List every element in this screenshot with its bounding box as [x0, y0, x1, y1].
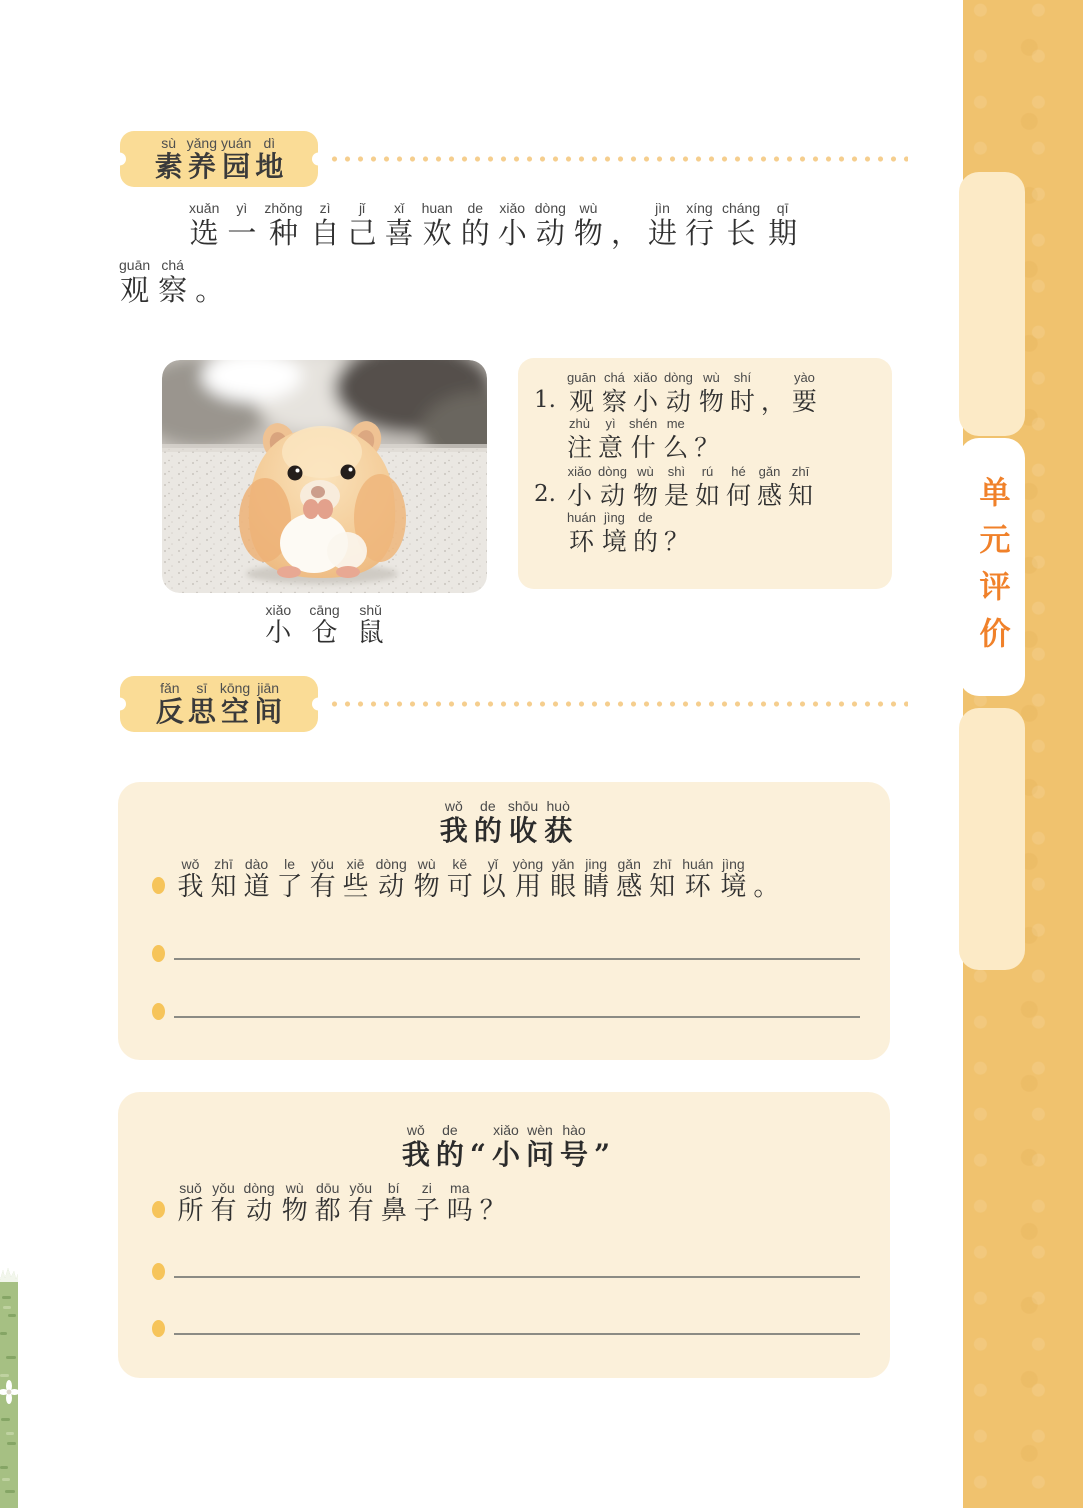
question-2-line-2: huán 环 jìng 境 de 的 ？ — [567, 510, 689, 556]
my-little-questions-box — [118, 1092, 890, 1378]
section-badge-suyang — [120, 131, 318, 187]
harvest-bullet-3 — [152, 1003, 860, 1022]
observation-questions-box — [518, 358, 892, 589]
question-1-line-2: zhù 注 yì 意 shén 什 me 么 ？ — [567, 416, 720, 462]
sidebar-tab-label: 单元评价 — [974, 476, 1010, 664]
question-item-2 — [534, 465, 880, 557]
bullet-dot-icon — [152, 1003, 165, 1020]
harvest-bullet-1 — [152, 856, 860, 903]
question-number: 1. — [534, 387, 556, 413]
littleq-bullet-1 — [152, 1180, 860, 1227]
dotted-divider — [328, 701, 908, 707]
section-header-fansi — [120, 676, 908, 732]
sidebar-tab-unit-evaluation — [959, 438, 1025, 696]
question-item-1 — [534, 371, 880, 463]
sidebar-tab-upper — [959, 172, 1025, 436]
section-badge-fansi — [120, 676, 318, 732]
sidebar-tab-lower — [959, 708, 1025, 970]
grass-decoration — [0, 1266, 18, 1508]
littleq-bullet-2 — [152, 1263, 860, 1282]
harvest-bullet-2 — [152, 945, 860, 964]
write-in-line — [174, 1276, 860, 1278]
harvest-sentence: wǒ 我 zhī 知 dào 道 le 了 yǒu 有 xiē 些 dòng 动 wù 物 kě 可 yǐ 以 yòng 用 yǎn 眼 jing 睛 gǎn 感 zhī 知 huán 环 jìng 境 。 — [177, 855, 780, 902]
question-1-line-1: guān 观 chá 察 xiǎo 小 dòng 动 wù 物 shí 时 ， yào 要 — [567, 370, 817, 416]
intro-paragraph — [115, 200, 910, 308]
dotted-divider — [328, 156, 908, 162]
hamster-photo — [162, 360, 487, 593]
photo-caption: xiǎo 小 cāng 仓 shǔ 鼠 — [265, 602, 384, 649]
question-number: 2. — [534, 481, 556, 507]
bullet-dot-icon — [152, 1201, 165, 1218]
my-little-questions-title: wǒ 我 de 的 “ xiǎo 小 wèn 问 hào 号 ” — [401, 1122, 611, 1172]
my-harvest-box — [118, 782, 890, 1060]
section-badge-fansi-text: fǎn 反 sī 思 kōng 空 jiān 间 — [155, 679, 283, 727]
write-in-line — [174, 1333, 860, 1335]
write-in-line — [174, 958, 860, 960]
hamster-illustration — [162, 360, 487, 593]
write-in-line — [174, 1016, 860, 1018]
intro-line-2: guān 观 chá 察 。 — [119, 256, 225, 307]
section-badge-suyang-text: sù 素 yǎng 养 yuán 园 dì 地 — [154, 134, 284, 182]
littleq-sentence: suǒ 所 yǒu 有 dòng 动 wù 物 dōu 都 yǒu 有 bí 鼻 zi 子 ma 吗 ？ — [177, 1179, 506, 1226]
my-harvest-title: wǒ 我 de 的 shōu 收 huò 获 — [439, 798, 573, 848]
littleq-bullet-3 — [152, 1320, 860, 1339]
bullet-dot-icon — [152, 1320, 165, 1337]
bullet-dot-icon — [152, 877, 165, 894]
bullet-dot-icon — [152, 1263, 165, 1280]
intro-line-1: xuǎn 选 yì 一 zhǒng 种 zì 自 jǐ 己 xǐ 喜 huan 欢 de 的 xiǎo 小 dòng 动 wù 物 ， jìn 进 xíng 行 cháng 长 qī 期 — [189, 200, 798, 251]
question-2-line-1: xiǎo 小 dòng 动 wù 物 shì 是 rú 如 hé 何 gǎn 感 zhī 知 — [567, 464, 814, 510]
bullet-dot-icon — [152, 945, 165, 962]
right-sidebar-strip — [963, 0, 1083, 1508]
section-header-suyang — [120, 131, 908, 187]
